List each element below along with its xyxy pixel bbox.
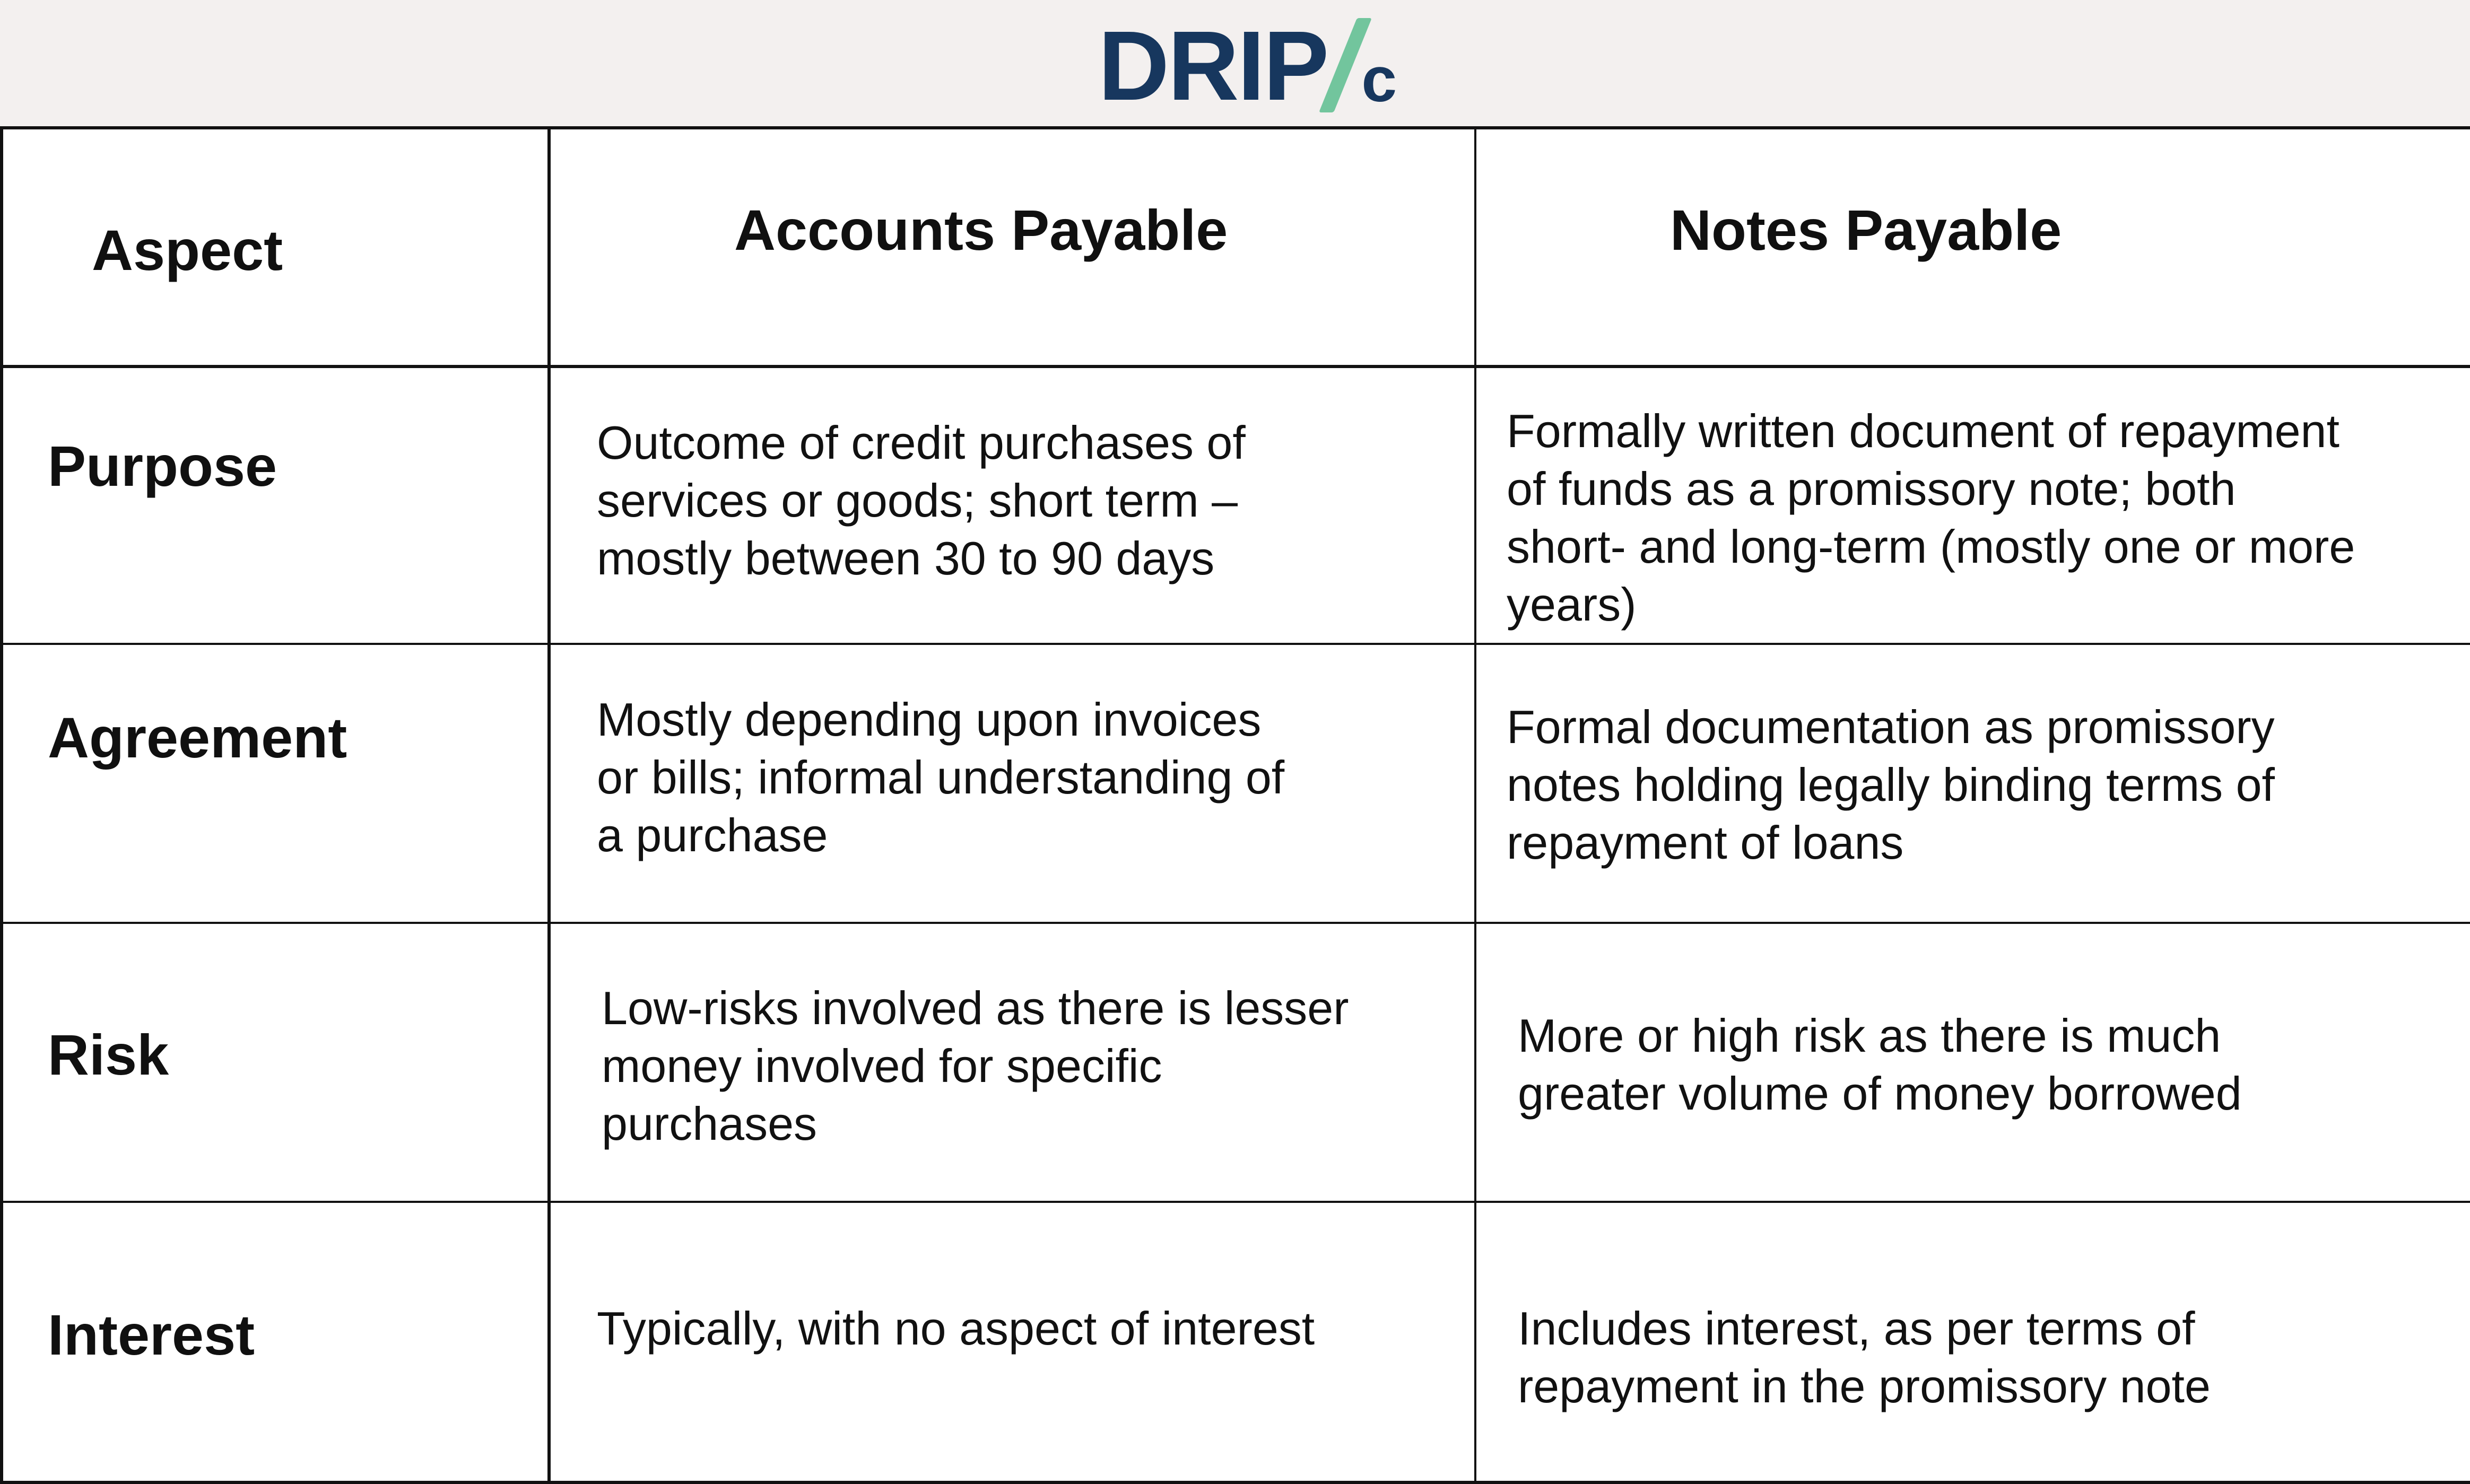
row-label-cell-interest (0, 1203, 551, 1484)
notes-payable-interest-text: Includes interest, as per terms of repayment in the promissory note (1518, 1302, 2211, 1413)
table-cell-accounts-payable-risk (551, 924, 1476, 1203)
notes-payable-risk-text: More or high risk as there is much greater volume of money borrowed (1518, 1009, 2242, 1120)
page-header (0, 0, 2470, 126)
accounts-payable-risk-text: Low-risks involved as there is lesser money involved for specific purchases (602, 982, 1349, 1150)
notes-payable-purpose-text: Formally written document of repayment of funds as a promissory note; both short- and long-term (mostly one or more years) (1507, 405, 2355, 631)
row-label-purpose: Purpose (48, 434, 277, 498)
comparison-table (0, 126, 2470, 1481)
row-label-agreement: Agreement (48, 705, 347, 770)
logo-small-c: c (1361, 44, 1396, 115)
header-cell-notes-payable (1476, 129, 2470, 368)
logo-wordmark: DRIP (1098, 11, 1328, 121)
row-label-cell-purpose (0, 368, 551, 645)
header-cell-aspect (0, 129, 551, 368)
header-cell-accounts-payable (551, 129, 1476, 368)
table-cell-accounts-payable-purpose (551, 368, 1476, 645)
drip-logo (1098, 11, 1396, 121)
table-cell-notes-payable-purpose (1476, 368, 2470, 645)
notes-payable-agreement-text: Formal documentation as promissory notes holding legally binding terms of repayment of loans (1507, 701, 2275, 869)
table-cell-accounts-payable-agreement (551, 645, 1476, 924)
row-label-cell-agreement (0, 645, 551, 924)
accounts-payable-purpose-text: Outcome of credit purchases of services or goods; short term – mostly between 30 to 90 days (597, 416, 1246, 585)
table-cell-notes-payable-interest (1476, 1203, 2470, 1484)
accounts-payable-header: Accounts Payable (734, 198, 1228, 262)
row-label-risk: Risk (48, 1023, 169, 1087)
table-cell-notes-payable-agreement (1476, 645, 2470, 924)
table-cell-accounts-payable-interest (551, 1203, 1476, 1484)
row-label-interest: Interest (48, 1303, 255, 1367)
accounts-payable-interest-text: Typically, with no aspect of interest (597, 1302, 1315, 1355)
row-label-cell-risk (0, 924, 551, 1203)
accounts-payable-agreement-text: Mostly depending upon invoices or bills; informal understanding of a purchase (597, 693, 1285, 862)
aspect-header: Aspect (92, 218, 283, 282)
table-cell-notes-payable-risk (1476, 924, 2470, 1203)
notes-payable-header: Notes Payable (1670, 198, 2062, 262)
